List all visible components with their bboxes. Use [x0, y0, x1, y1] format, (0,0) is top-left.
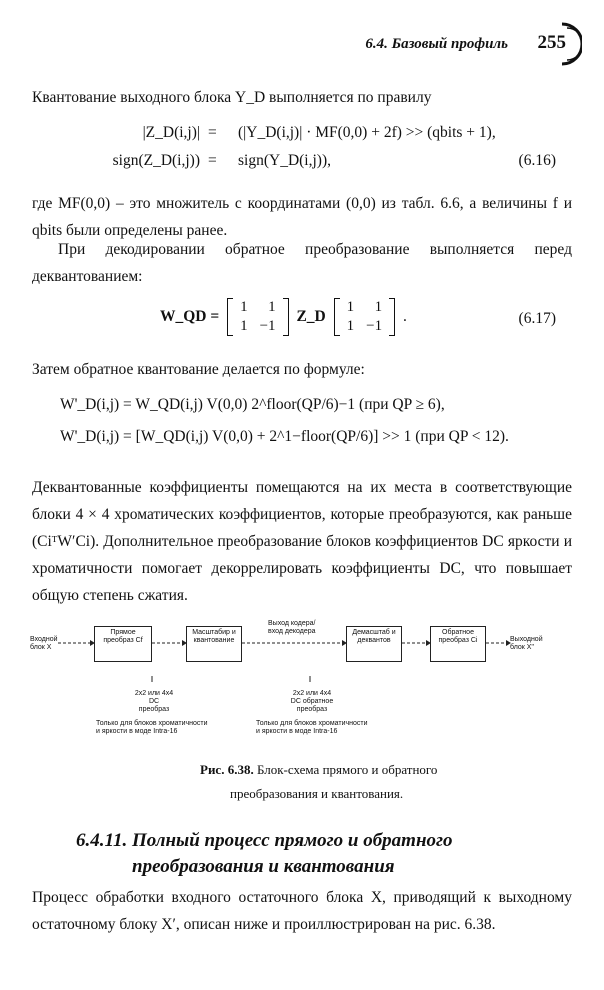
caption-line-2: преобразования и квантования. [230, 786, 404, 801]
paragraph-6: Процесс обработки входного остаточного блока X, приводящий к выходному остаточному блоку X′, описан ниже и проиллюстрирован на рис. 6.38. [32, 889, 572, 933]
caption-label: Рис. 6.38. [200, 762, 254, 777]
matrix-cell: 1 [346, 318, 355, 334]
figure-6-38 [30, 620, 570, 760]
eq618-row1: W'_D(i,j) = W_QD(i,j) V(0,0) 2^floor(QP/6)−1 (при QP ≥ 6), [60, 396, 445, 413]
figure-caption [200, 758, 500, 806]
eq616-row2-lhs: sign(Z_D(i,j)) [112, 152, 200, 169]
fig-note-2-line: DC обратное [290, 698, 334, 705]
fig-note-1-line: и яркости в моде Intra-16 [96, 728, 178, 735]
matrix-left [227, 298, 288, 336]
matrix-cell: −1 [366, 318, 383, 334]
fig-box-inverse-transform: Обратное преобраз Ci [430, 626, 486, 662]
paragraph-4: Затем обратное квантование делается по формуле: [32, 361, 365, 378]
eq618-row2: W'_D(i,j) = [W_QD(i,j) V(0,0) + 2^1−floor(QP/6)] >> 1 (при QP < 12). [60, 428, 509, 445]
fig-note-1-line: DC [148, 698, 160, 705]
section-title-line-2: преобразования и квантования [132, 856, 395, 877]
matrix-cell: 1 [240, 318, 248, 334]
running-header: 6.4. Базовый профиль [365, 36, 508, 52]
matrix-cell: 1 [374, 299, 383, 315]
fig-mid-label: Выход кодера/ вход декодера [268, 620, 316, 635]
section-heading [76, 828, 576, 880]
eq616-number: (6.16) [518, 152, 556, 169]
matrix-right [334, 298, 395, 336]
fig-input-label: Входной блок X [30, 636, 58, 651]
fig-note-1 [114, 690, 194, 714]
eq616-row1-rhs: (|Y_D(i,j)| · MF(0,0) + 2f) >> (qbits + 1), [238, 124, 496, 141]
fig-output-label: Выходной блок X'' [510, 636, 543, 651]
fig-note-1-line: 2x2 или 4x4 [134, 690, 174, 697]
p1-text: Квантование выходного блока Y_D выполняется по правилу [32, 89, 432, 106]
eq617-mid: Z_D [296, 308, 326, 325]
fig-box-dequantize: Демасштаб и деквантов [346, 626, 402, 662]
fig-note-2-line: 2x2 или 4x4 [292, 690, 332, 697]
fig-note-1-line: Только для блоков хроматичности [96, 720, 208, 727]
paragraph-1 [32, 84, 572, 111]
fig-note-2-scope [256, 720, 386, 736]
eq617-lhs: W_QD = [160, 308, 220, 325]
fig-box-scale-quantize: Масштабир и квантование [186, 626, 242, 662]
fig-note-1-line: преобраз [138, 706, 170, 713]
equation-6-18 [60, 396, 509, 456]
page-corner-arc-icon [560, 22, 582, 66]
paragraph-5: Деквантованные коэффициенты помещаются на их места в соответствующие блоки 4 × 4 хроматических коэффициентов, которые преобразуются, как раньше (CiᵀW′Ci). Дополнительное преобразование блоков коэффициентов DC яркости и хроматичности помогает декоррелировать коэффициенты DC, что повышает общую степень сжатия. [32, 479, 572, 604]
page-number: 255 [537, 32, 566, 53]
fig-note-2-line: Только для блоков хроматичности [256, 720, 368, 727]
fig-note-1-scope [96, 720, 226, 736]
matrix-cell: 1 [268, 299, 276, 315]
equation-6-16: |Z_D(i,j)| = (|Y_D(i,j)| · MF(0,0) + 2f) >> (qbits + 1), sign(Z_D(i,j)) = sign(Y_D(i,j)), [112, 124, 496, 169]
eq616-row1-lhs: |Z_D(i,j)| [142, 124, 200, 141]
eq616-row2-rhs: sign(Y_D(i,j)), [238, 152, 331, 169]
matrix-cell: −1 [259, 318, 276, 334]
fig-note-2-line: и яркости в моде Intra-16 [256, 728, 338, 735]
caption-line-1: Блок-схема прямого и обратного [256, 762, 438, 777]
fig-note-2-line: преобраз [296, 706, 328, 713]
matrix-cell: 1 [240, 299, 248, 315]
fig-note-2 [272, 690, 352, 714]
fig-box-forward-transform: Прямое преобраз Cf [94, 626, 152, 662]
paragraph-2: где MF(0,0) – это множитель с координатами (0,0) из табл. 6.6, а величины f и qbits были определены ранее. [32, 195, 572, 239]
equation-6-17: W_QD = 1 1 1 −1 Z_D 1 1 1 −1 . [160, 299, 407, 334]
matrix-cell: 1 [346, 299, 355, 315]
section-title-line-1: 6.4.11. Полный процесс прямого и обратного [76, 830, 453, 851]
eq617-number: (6.17) [518, 310, 556, 327]
paragraph-3: При декодировании обратное преобразование выполняется перед деквантованием: [32, 241, 572, 285]
